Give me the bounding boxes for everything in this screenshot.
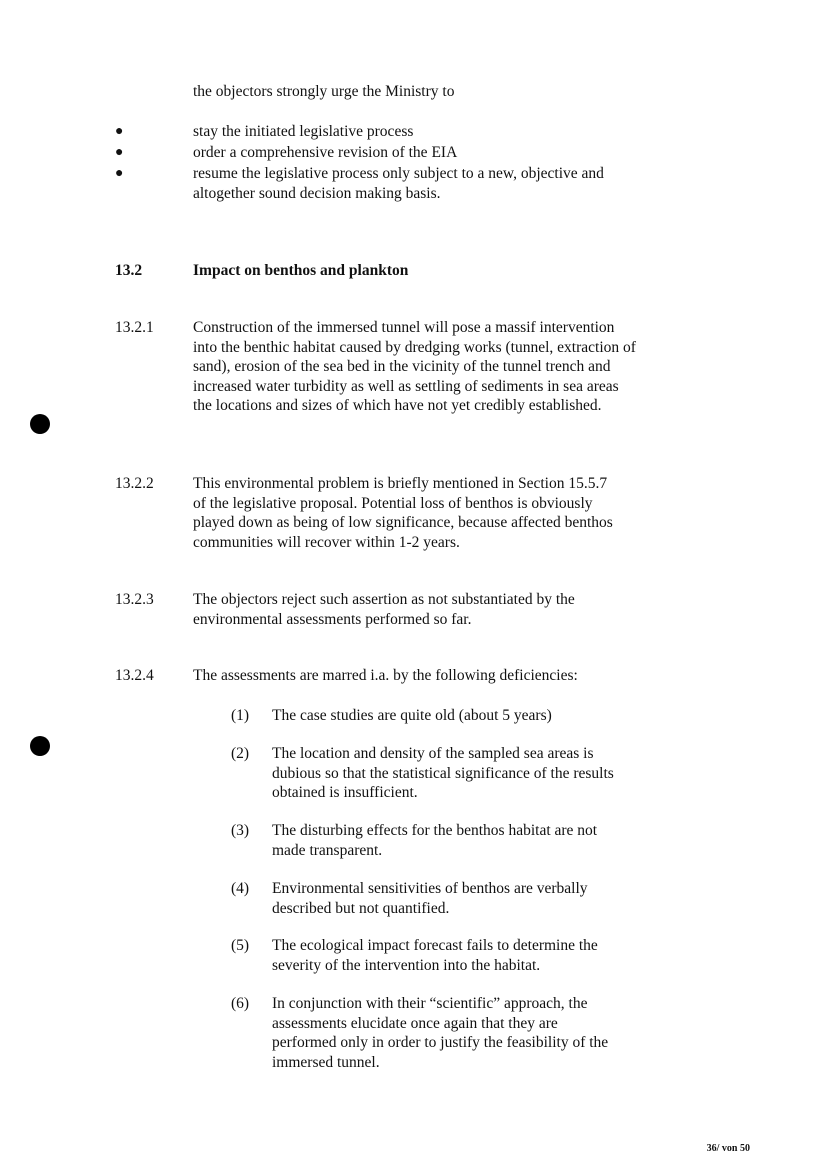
deficiency-number: (6) (231, 995, 250, 1012)
page-number: 36/ von 50 (706, 1143, 750, 1154)
paragraph-text: This environmental problem is briefly mentioned in Section 15.5.7 of the legislative proposal. Potential loss of benthos is obviously played down as being of low significance, because affected benthos communities will recover within 1-2 years. (193, 475, 613, 551)
paragraph-number: 13.2.4 (115, 667, 154, 684)
deficiency-number: (2) (231, 745, 250, 762)
deficiency-number: (4) (231, 880, 250, 897)
bullet-dot: ● (115, 166, 124, 181)
punch-hole (30, 736, 50, 756)
section-number: 13.2 (115, 262, 143, 279)
paragraph-number: 13.2.3 (115, 591, 154, 608)
paragraph-text: Construction of the immersed tunnel will pose a massif intervention into the benthic habitat caused by dredging works (tunnel, extraction of sand), erosion of the sea bed in the vicinity of the tunnel trench and increased water turbidity as well as settling of sediments in sea areas the locations and sizes of which have not yet credibly established. (193, 319, 636, 414)
deficiency-number: (1) (231, 707, 250, 724)
deficiency-number: (3) (231, 822, 250, 839)
deficiency-text: The location and density of the sampled sea areas is dubious so that the statistical significance of the results obtained is insufficient. (272, 745, 614, 801)
deficiency-text: The ecological impact forecast fails to determine the severity of the intervention into the habitat. (272, 937, 598, 974)
bullet-dot: ● (115, 145, 124, 160)
paragraph-text: The objectors reject such assertion as not substantiated by the environmental assessments performed so far. (193, 591, 575, 628)
deficiency-text: The disturbing effects for the benthos habitat are not made transparent. (272, 822, 598, 859)
paragraph-text: The assessments are marred i.a. by the following deficiencies: (193, 667, 578, 684)
deficiency-text: In conjunction with their “scientific” approach, the assessments elucidate once again that they are performed only in order to justify the feasibility of the immersed tunnel. (272, 995, 609, 1071)
intro-text: the objectors strongly urge the Ministry to (193, 83, 455, 100)
deficiency-number: (5) (231, 937, 250, 954)
section-title: Impact on benthos and plankton (193, 262, 409, 279)
bullet-dot: ● (115, 124, 124, 139)
deficiency-text: The case studies are quite old (about 5 years) (272, 707, 552, 724)
punch-hole (30, 414, 50, 434)
bullet-text: order a comprehensive revision of the EIA (193, 144, 458, 161)
paragraph-number: 13.2.2 (115, 475, 154, 492)
deficiency-text: Environmental sensitivities of benthos are verbally described but not quantified. (272, 880, 588, 917)
bullet-text: resume the legislative process only subject to a new, objective and altogether sound decision making basis. (193, 165, 604, 202)
bullet-text: stay the initiated legislative process (193, 123, 414, 140)
paragraph-number: 13.2.1 (115, 319, 154, 336)
